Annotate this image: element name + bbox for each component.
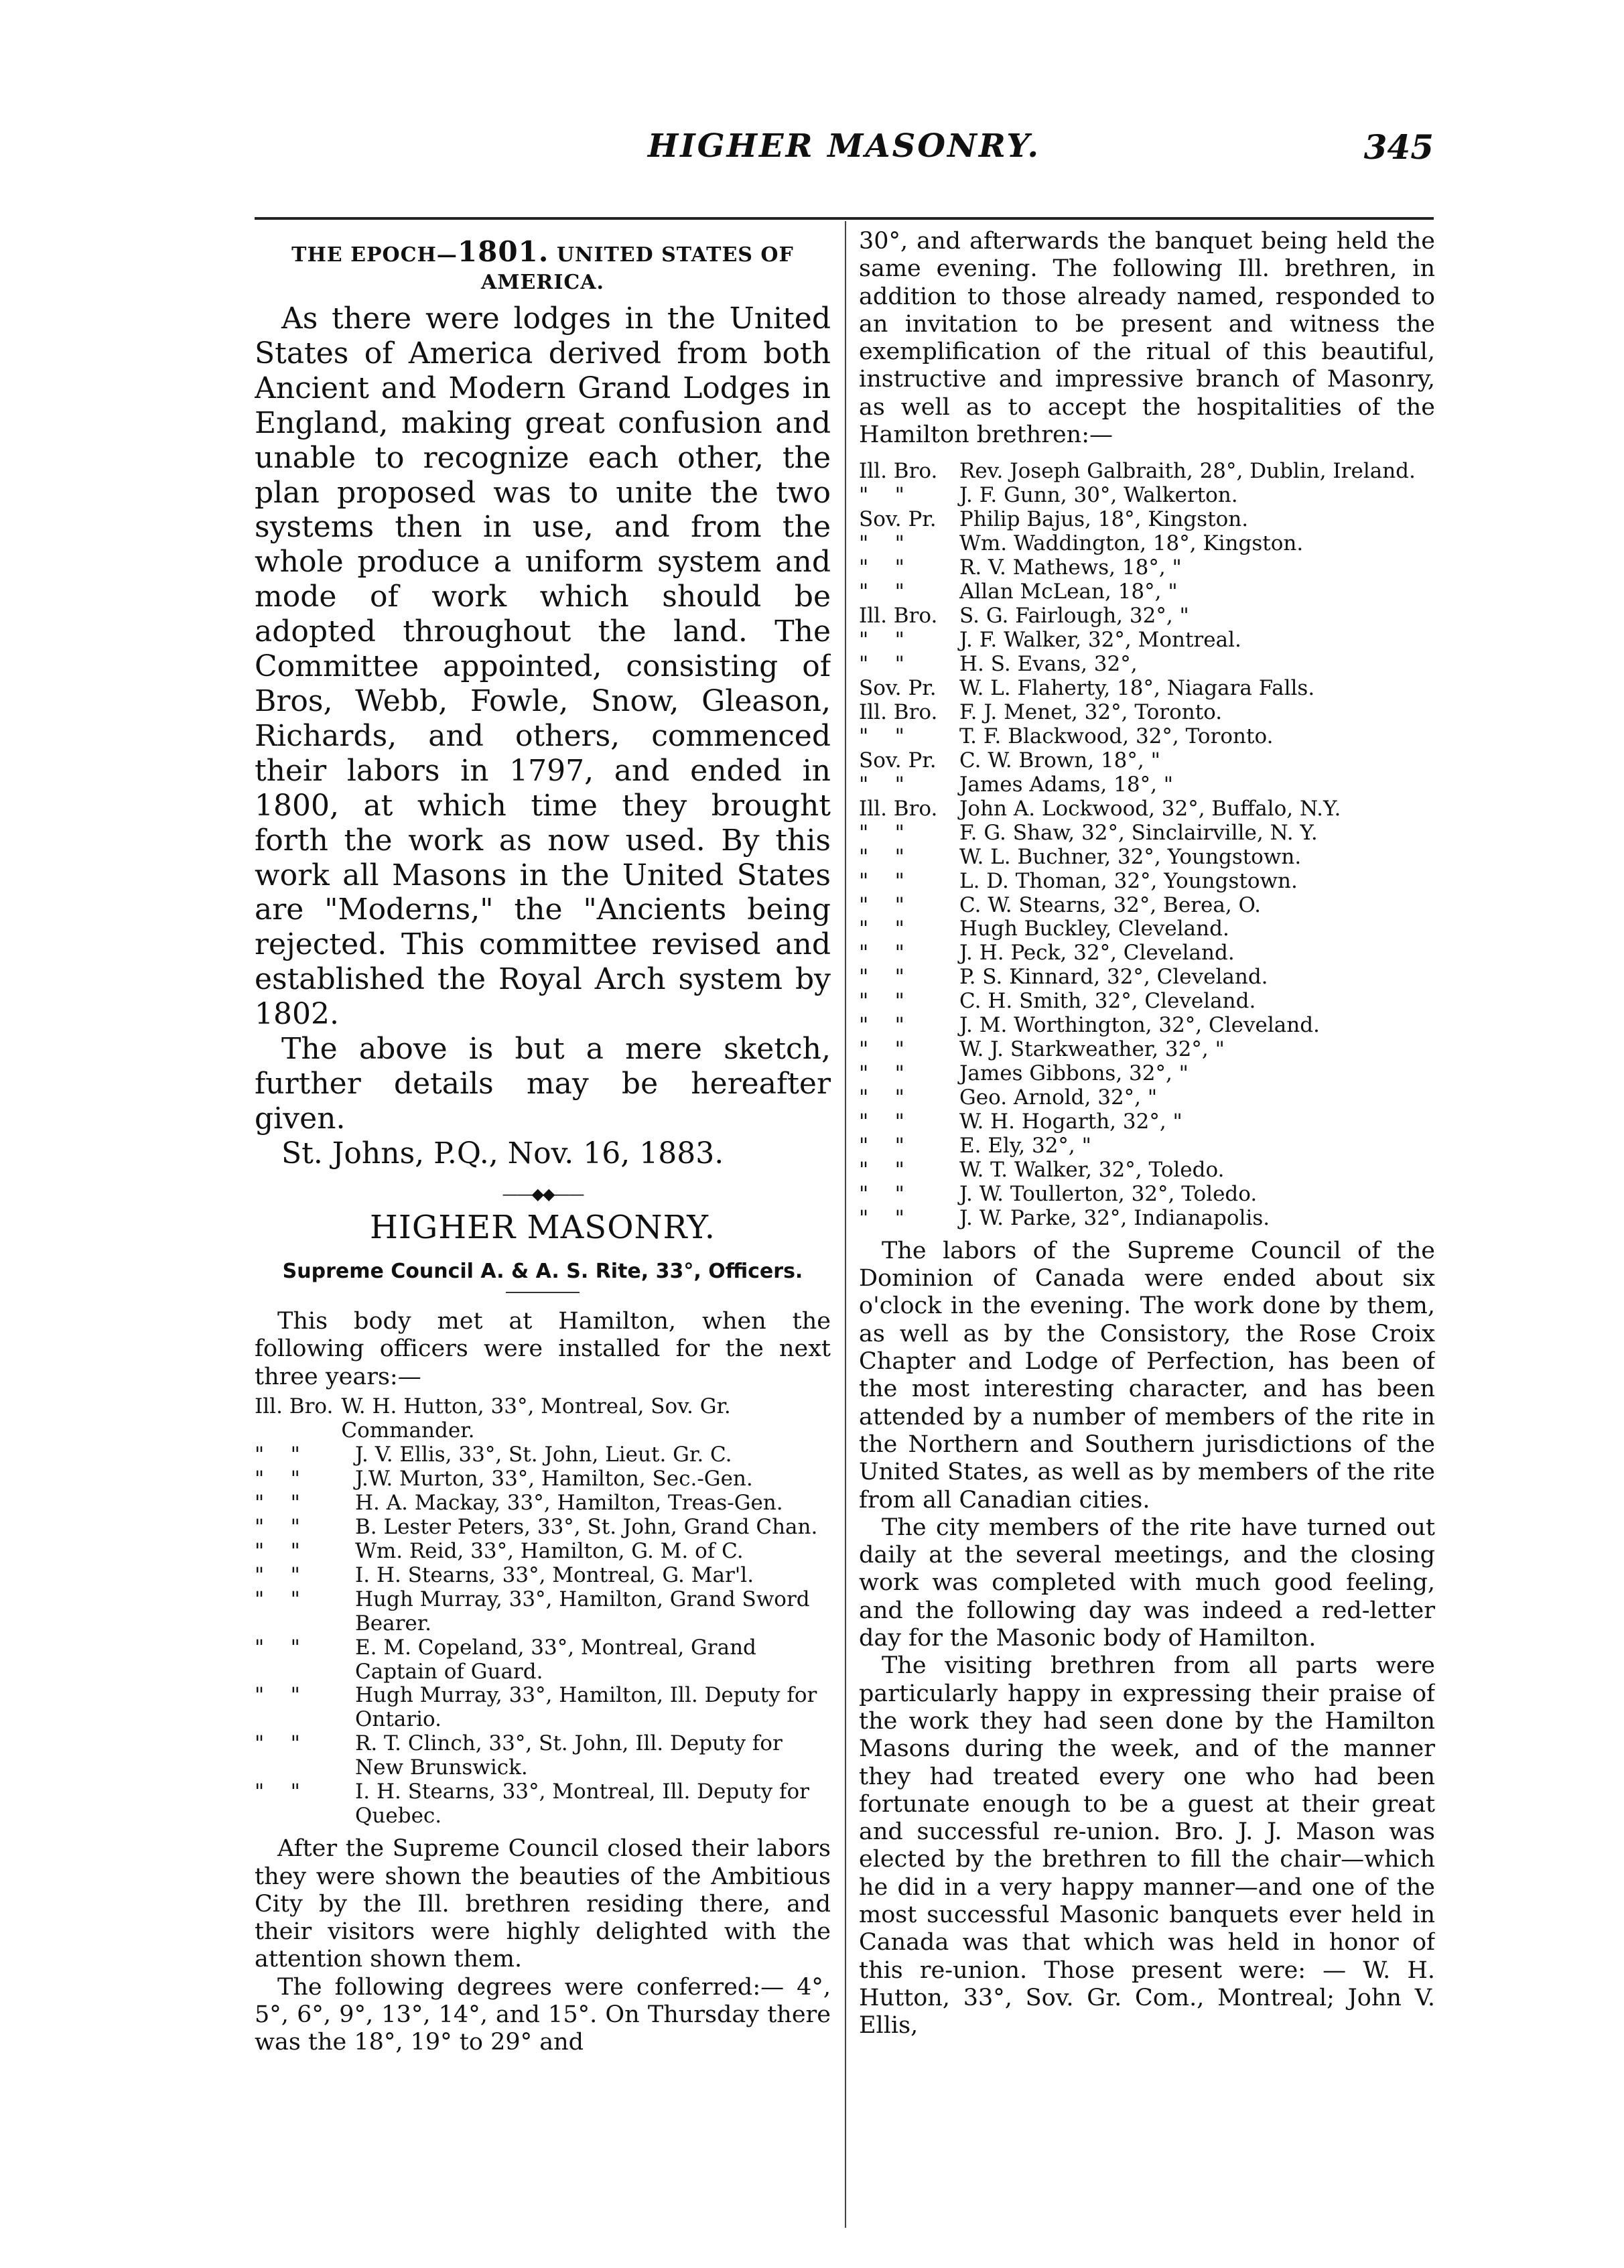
intro-paragraph: This body met at Hamilton, when the following officers were installed for the next three years:— <box>255 1308 831 1390</box>
subhead-rule <box>506 1292 580 1293</box>
article-subhead: Supreme Council A. & A. S. Rite, 33°, Officers. <box>282 1259 803 1283</box>
list-item-text: Philip Bajus, 18°, Kingston. <box>959 507 1249 532</box>
body-paragraph: The visiting brethren from all parts were particularly happy in expressing their praise of the work they had seen done by the Hamilton Masons during the week, and of the manner they had treated every one who had been fortunate enough to be a guest at their great and successful re-union. Bro. J. J. Mason was elected by the brethren to fill the chair—which he did in a very happy manner—and one of the most successful Masonic banquets ever held in Canada was that which was held in honor of this re-union. Those present were: — W. H. Hutton, 33°, Sov. Gr. Com., Montreal; John V. Ellis, <box>859 1652 1435 2040</box>
list-item <box>859 725 1435 749</box>
brethren-list <box>859 460 1435 1231</box>
list-item <box>255 1540 831 1564</box>
list-item-prefix: " " <box>859 531 904 556</box>
list-item-text: C. H. Smith, 32°, Cleveland. <box>959 989 1256 1014</box>
epoch-heading-year: 1801. <box>457 235 549 268</box>
list-item <box>859 749 1435 773</box>
list-item-text: W. L. Flaherty, 18°, Niagara Falls. <box>959 675 1315 700</box>
article-body-right <box>859 228 1435 449</box>
list-item-text: J. H. Peck, 32°, Cleveland. <box>959 941 1235 965</box>
list-item-text: Hugh Murray, 33°, Hamilton, Ill. Deputy for Ontario. <box>355 1683 817 1732</box>
epoch-heading <box>255 235 831 295</box>
list-item-text: W. J. Starkweather, 32°, " <box>959 1037 1225 1062</box>
list-item-prefix: " " <box>859 1110 904 1134</box>
list-item <box>859 653 1435 677</box>
continuation-paragraph: 30°, and afterwards the banquet being held the same evening. The following Ill. brethren, in addition to those already named, responded to an invitation to be present and witness the exemplification of the ritual of this beautiful, instructive and impressive branch of Masonry, as well as to accept the hospitalities of the Hamilton brethren:— <box>859 228 1435 449</box>
list-item-text: H. A. Mackay, 33°, Hamilton, Treas-Gen. <box>355 1490 783 1515</box>
list-item <box>859 773 1435 797</box>
running-head <box>255 114 1434 188</box>
list-item-prefix: " " <box>859 772 904 797</box>
list-item-prefix: " " <box>859 1181 904 1206</box>
list-item-prefix: " " <box>859 917 904 941</box>
list-item-text: C. W. Brown, 18°, " <box>959 748 1160 773</box>
list-item <box>255 1516 831 1540</box>
list-item <box>859 894 1435 918</box>
list-item-text: S. G. Fairlough, 32°, " <box>959 604 1189 628</box>
section-ornament: ——◆◆—— <box>502 1184 584 1203</box>
list-item <box>859 797 1435 821</box>
list-item-prefix: " " <box>859 1085 904 1110</box>
epoch-heading-prefix: THE EPOCH— <box>291 243 458 267</box>
column-divider <box>845 221 846 2228</box>
list-item <box>859 484 1435 508</box>
list-item <box>859 1086 1435 1110</box>
list-item-text: Hugh Buckley, Cleveland. <box>959 917 1229 941</box>
epoch-article <box>255 302 831 1171</box>
list-item <box>859 1183 1435 1207</box>
list-item-text: J. M. Worthington, 32°, Cleveland. <box>959 1013 1320 1038</box>
list-item-prefix: Sov. Pr. <box>859 748 937 773</box>
list-item-text: W. H. Hutton, 33°, Montreal, Sov. Gr. Commander. <box>341 1394 731 1443</box>
list-item <box>859 870 1435 894</box>
list-item-prefix: " " <box>859 555 904 580</box>
list-item-prefix: Ill. Bro. <box>255 1394 334 1419</box>
list-item-prefix: " " <box>255 1514 300 1539</box>
list-item-prefix: " " <box>859 1013 904 1038</box>
list-item-prefix: " " <box>859 1061 904 1086</box>
epoch-paragraph: The above is but a mere sketch, further details may be hereafter given. <box>255 1032 831 1136</box>
list-item <box>255 1443 831 1467</box>
list-item-text: L. D. Thoman, 32°, Youngstown. <box>959 868 1298 893</box>
list-item-text: Wm. Waddington, 18°, Kingston. <box>959 531 1304 556</box>
list-item-prefix: Sov. Pr. <box>859 675 937 700</box>
list-item-text: Rev. Joseph Galbraith, 28°, Dublin, Ireland. <box>959 459 1416 484</box>
spacer <box>859 449 1435 456</box>
list-item-prefix: " " <box>255 1780 300 1804</box>
list-item-text: W. T. Walker, 32°, Toledo. <box>959 1158 1225 1183</box>
place-date-line: St. Johns, P.Q., Nov. 16, 1883. <box>281 1136 724 1171</box>
list-item-prefix: " " <box>859 892 904 917</box>
list-item-text: Geo. Arnold, 32°, " <box>959 1085 1158 1110</box>
running-head-title: HIGHER MASONRY. <box>647 127 1041 165</box>
list-item <box>859 1014 1435 1038</box>
list-item <box>255 1467 831 1491</box>
list-item-prefix: " " <box>255 1466 300 1491</box>
list-item-text: J. F. Walker, 32°, Montreal. <box>959 628 1241 653</box>
list-item <box>859 941 1435 965</box>
body-paragraph: After the Supreme Council closed their labors they were shown the beauties of the Ambitious City by the Ill. brethren residing there, and their visitors were highly delighted with the attention shown them. <box>255 1835 831 1973</box>
list-item-prefix: " " <box>859 1037 904 1062</box>
list-item-text: Wm. Reid, 33°, Hamilton, G. M. of C. <box>355 1538 744 1563</box>
list-item <box>859 1110 1435 1134</box>
article-body-left <box>255 1308 831 1391</box>
article-body-left-closing <box>255 1835 831 2056</box>
list-item <box>859 604 1435 628</box>
list-item-prefix: " " <box>255 1538 300 1563</box>
body-paragraph: The following degrees were conferred:— 4°, 5°, 6°, 9°, 13°, 14°, and 15°. On Thursday there was the 18°, 19° to 29° and <box>255 1973 831 2056</box>
list-item <box>255 1732 831 1780</box>
list-item <box>255 1780 831 1828</box>
list-item-prefix: " " <box>859 628 904 653</box>
list-item-text: R. V. Mathews, 18°, " <box>959 555 1182 580</box>
list-item-prefix: Ill. Bro. <box>859 796 938 821</box>
page-number: 345 <box>1363 127 1434 167</box>
list-item-prefix: " " <box>255 1490 300 1515</box>
list-item-text: J. V. Ellis, 33°, St. John, Lieut. Gr. C. <box>355 1442 732 1467</box>
list-item-prefix: " " <box>859 1205 904 1230</box>
list-item-prefix: " " <box>859 652 904 676</box>
list-item-prefix: Ill. Bro. <box>859 604 938 628</box>
list-item-prefix: " " <box>255 1562 300 1587</box>
list-item-prefix: " " <box>255 1587 300 1611</box>
list-item-prefix: Ill. Bro. <box>859 699 938 724</box>
list-item-prefix: " " <box>859 941 904 965</box>
list-item <box>255 1564 831 1588</box>
list-item-prefix: Ill. Bro. <box>859 459 938 484</box>
list-item <box>859 846 1435 870</box>
list-item-text: I. H. Stearns, 33°, Montreal, G. Mar'l. <box>355 1562 754 1587</box>
list-item-text: J. W. Toullerton, 32°, Toledo. <box>959 1181 1258 1206</box>
list-item-text: J. F. Gunn, 30°, Walkerton. <box>959 483 1238 508</box>
list-item <box>859 532 1435 556</box>
list-item-prefix: " " <box>255 1731 300 1756</box>
list-item-text: W. H. Hogarth, 32°, " <box>959 1110 1182 1134</box>
list-item-prefix: " " <box>859 989 904 1014</box>
list-item <box>859 1062 1435 1086</box>
officers-list <box>255 1395 831 1828</box>
list-item-text: F. J. Menet, 32°, Toronto. <box>959 699 1223 724</box>
list-item-text: B. Lester Peters, 33°, St. John, Grand Chan. <box>355 1514 818 1539</box>
list-item <box>859 701 1435 725</box>
list-item-text: T. F. Blackwood, 32°, Toronto. <box>959 724 1274 748</box>
list-item-text: W. L. Buchner, 32°, Youngstown. <box>959 844 1302 869</box>
list-item <box>859 990 1435 1014</box>
list-item <box>859 1207 1435 1231</box>
list-item <box>859 460 1435 484</box>
list-item <box>859 821 1435 846</box>
list-item <box>255 1395 831 1443</box>
list-item-text: C. W. Stearns, 32°, Berea, O. <box>959 892 1261 917</box>
list-item-prefix: " " <box>859 820 904 845</box>
list-item-prefix: " " <box>859 1158 904 1183</box>
list-item <box>859 677 1435 701</box>
list-item-prefix: " " <box>859 868 904 893</box>
list-item <box>859 917 1435 941</box>
list-item <box>859 1038 1435 1062</box>
list-item-text: Hugh Murray, 33°, Hamilton, Grand Sword Bearer. <box>355 1587 810 1636</box>
list-item <box>859 556 1435 580</box>
list-item <box>859 580 1435 604</box>
list-item-prefix: " " <box>859 1134 904 1158</box>
list-item <box>255 1636 831 1684</box>
list-item <box>255 1684 831 1732</box>
list-item <box>859 628 1435 653</box>
list-item-text: P. S. Kinnard, 32°, Cleveland. <box>959 965 1268 990</box>
list-item-prefix: " " <box>859 483 904 508</box>
body-paragraph: The city members of the rite have turned out daily at the several meetings, and the closing work was completed with much good feeling, and the following day was indeed a red-letter day for the Masonic body of Hamilton. <box>859 1514 1435 1652</box>
list-item-text: Allan McLean, 18°, " <box>959 580 1178 604</box>
list-item-text: R. T. Clinch, 33°, St. John, Ill. Deputy for New Brunswick. <box>355 1731 783 1780</box>
list-item-text: J. W. Parke, 32°, Indianapolis. <box>959 1205 1270 1230</box>
epoch-heading-rest: UNITED STATES OF AMERICA. <box>481 243 794 294</box>
list-item-text: E. Ely, 32°, " <box>959 1134 1091 1158</box>
list-item <box>255 1491 831 1516</box>
list-item <box>859 965 1435 990</box>
list-item <box>859 1158 1435 1183</box>
list-item-prefix: " " <box>859 965 904 990</box>
body-paragraph: The labors of the Supreme Council of the Dominion of Canada were ended about six o'clock in the evening. The work done by them, as well as by the Consistory, the Rose Croix Chapter and Lodge of Perfection, has been of the most interesting character, and has been attended by a number of members of the rite in the Northern and Southern jurisdictions of the United States, as well as by members of the rite from all Canadian cities. <box>859 1237 1435 1514</box>
list-item <box>859 508 1435 532</box>
article-title: HIGHER MASONRY. <box>370 1208 716 1246</box>
epoch-paragraph: As there were lodges in the United States of America derived from both Ancient and Modern Grand Lodges in England, making great confusion and unable to recognize each other, the plan proposed was to unite the two systems then in use, and from the whole produce a uniform system and mode of work which should be adopted throughout the land. The Committee appointed, consisting of Bros, Webb, Fowle, Snow, Gleason, Richards, and others, commenced their labors in 1797, and ended in 1800, at which time they brought forth the work as now used. By this work all Masons in the United States are "Moderns," the "Ancients being rejected. This committee revised and established the Royal Arch system by 1802. <box>255 302 831 1032</box>
list-item-prefix: " " <box>255 1683 300 1708</box>
article-body-right-closing <box>859 1238 1435 2040</box>
list-item-prefix: Sov. Pr. <box>859 507 937 532</box>
list-item-text: James Adams, 18°, " <box>959 772 1174 797</box>
left-column <box>255 228 831 2231</box>
list-item-text: J.W. Murton, 33°, Hamilton, Sec.-Gen. <box>355 1466 753 1491</box>
list-item-prefix: " " <box>255 1635 300 1660</box>
list-item <box>859 1134 1435 1158</box>
list-item <box>255 1588 831 1636</box>
list-item-prefix: " " <box>255 1442 300 1467</box>
list-item-text: F. G. Shaw, 32°, Sinclairville, N. Y. <box>959 820 1318 845</box>
list-item-prefix: " " <box>859 580 904 604</box>
list-item-text: I. H. Stearns, 33°, Montreal, Ill. Deputy for Quebec. <box>355 1780 809 1828</box>
list-item-text: James Gibbons, 32°, " <box>959 1061 1189 1086</box>
list-item-text: H. S. Evans, 32°, <box>959 652 1138 676</box>
list-item-text: E. M. Copeland, 33°, Montreal, Grand Captain of Guard. <box>355 1635 756 1684</box>
right-column <box>859 228 1435 2231</box>
list-item-prefix: " " <box>859 844 904 869</box>
list-item-prefix: " " <box>859 724 904 748</box>
header-rule <box>255 217 1434 220</box>
list-item-text: John A. Lockwood, 32°, Buffalo, N.Y. <box>959 796 1341 821</box>
